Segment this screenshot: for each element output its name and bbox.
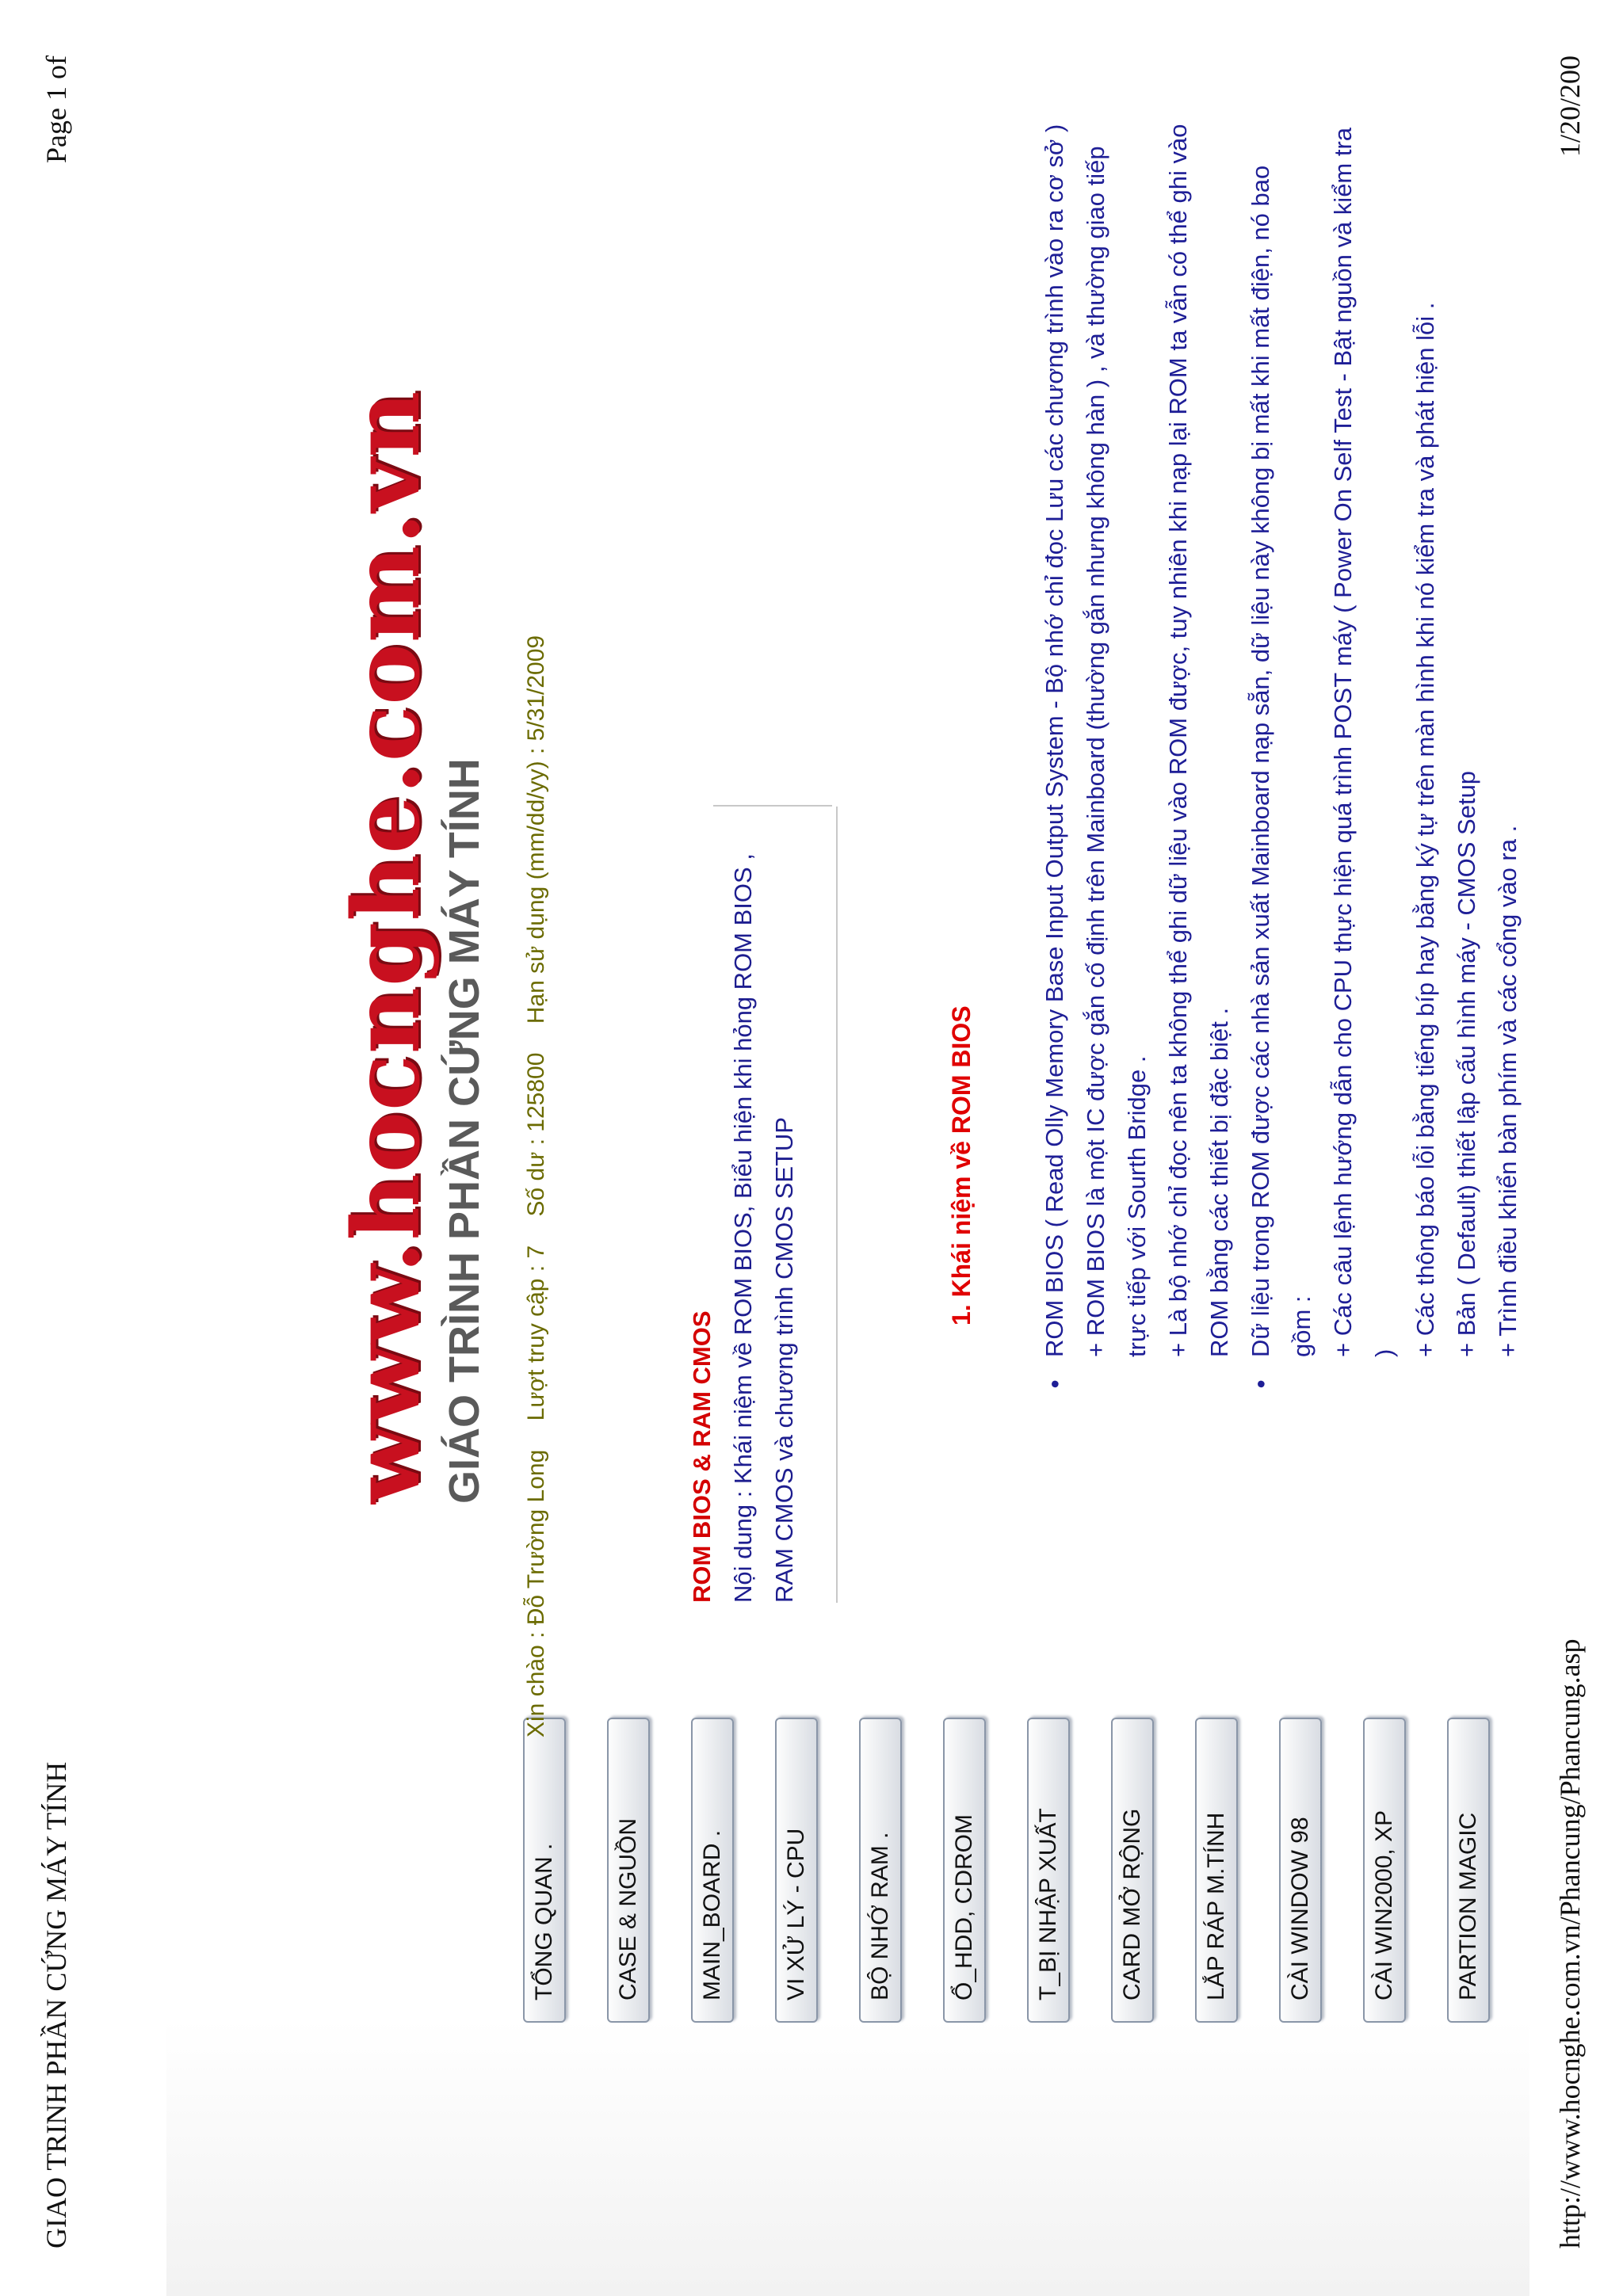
print-header-page-number: Page 1 of — [40, 55, 72, 163]
article-intro: Nội dung : Khái niệm về ROM BIOS, Biểu hiện khi hỏng ROM BIOS , RAM CMOS và chương trình CMOS SETUP — [729, 853, 798, 1603]
site-subtitle: GIÁO TRÌNH PHẦN CỨNG MÁY TÍNH — [441, 758, 488, 1504]
menu-install-win2000-xp[interactable]: CÀI WIN2000, XP — [1363, 1718, 1406, 2023]
web-page-frame — [166, 124, 1529, 2296]
sub-item: + ROM BIOS là một IC được gắn cố định trên Mainboard (thường gắn nhưng không hàn ) , và thường giao tiếp trực tiếp với Sourth Bridge . — [1082, 146, 1151, 1357]
section-content — [1034, 121, 1529, 1389]
list-item — [1034, 121, 1075, 1389]
menu-case-nguon[interactable]: CASE & NGUỒN — [607, 1718, 650, 2023]
print-header-title: GIAO TRINH PHẦN CỨNG MÁY TÍNH — [40, 1761, 72, 2248]
menu-io-devices[interactable]: T_BỊ NHẬP XUẤT — [1027, 1718, 1070, 2023]
paragraph-rom-data: Dữ liệu trong ROM được các nhà sản xuất Mainboard nạp sẵn, dữ liệu này không bị mất khi mất điện, nó bao gồm : — [1247, 165, 1316, 1357]
article-title[interactable]: ROM BIOS & RAM CMOS — [688, 1310, 716, 1603]
section-heading: 1. Khái niệm về ROM BIOS — [947, 1005, 976, 1325]
sub-item: + Là bộ nhớ chỉ đọc nên ta không thể ghi dữ liệu vào ROM được, tuy nhiên khi nạp lại ROM ta vẫn có thể ghi vào ROM bằng các thiết bị đặc biệt . — [1164, 124, 1233, 1357]
sub-item: + Bản ( Default) thiết lập cấu hình máy - CMOS Setup — [1453, 770, 1480, 1357]
sub-item: + Các thông báo lỗi bằng tiếng bíp hay bằng ký tự trên màn hình khi nó kiểm tra và phát hiện lỗi . — [1411, 302, 1439, 1357]
menu-ram[interactable]: BỘ NHỚ RAM . — [859, 1718, 902, 2023]
print-footer-date: 1/20/200 — [1554, 55, 1586, 158]
account-balance: Số dư : 125800 — [523, 1052, 549, 1217]
menu-hdd-cdrom[interactable]: Ổ_HDD, CDROM — [943, 1718, 986, 2023]
site-logo[interactable]: www.hocnghe.com.vn — [333, 390, 441, 1504]
print-footer-url: http://www.hocnghe.com.vn/Phancung/Phancung.asp — [1554, 1638, 1586, 2248]
divider-horizontal — [836, 807, 838, 1603]
left-navigation-menu — [523, 1658, 1531, 2023]
menu-partition-magic[interactable]: PARTION MAGIC — [1447, 1718, 1490, 2023]
expiry-date: Hạn sử dụng (mm/dd/yy) : 5/31/2009 — [523, 635, 549, 1024]
list-item — [1240, 121, 1323, 1389]
user-status-bar — [523, 613, 550, 1737]
greeting: Xin chào : Đỗ Trường Long — [523, 1449, 549, 1737]
menu-install-win98[interactable]: CÀI WINDOW 98 — [1279, 1718, 1322, 2023]
menu-cpu[interactable]: VI XỬ LÝ - CPU — [775, 1718, 818, 2023]
article-summary — [682, 818, 805, 1603]
menu-expansion-card[interactable]: CARD MỞ RỘNG — [1111, 1718, 1154, 2023]
sub-item: + Các câu lệnh hướng dẫn cho CPU thực hiện quá trình POST máy ( Power On Self Test - Bật nguồn và kiểm tra ) — [1329, 127, 1398, 1357]
sub-item: + Trình điều khiển bàn phím và các cổng vào ra . — [1494, 825, 1522, 1357]
visit-count: Lượt truy cập : 7 — [523, 1245, 549, 1421]
paragraph-rom-bios: ROM BIOS ( Read Olly Memory Base Input Output System - Bộ nhớ chỉ đọc Lưu các chương trình vào ra cơ sở ) — [1041, 124, 1068, 1357]
divider-vertical — [713, 805, 832, 807]
menu-main-board[interactable]: MAIN_BOARD . — [691, 1718, 734, 2023]
menu-assembly[interactable]: LẮP RÁP M.TÍNH — [1195, 1718, 1238, 2023]
menu-tong-quan[interactable]: TỔNG QUAN . — [523, 1718, 566, 2023]
